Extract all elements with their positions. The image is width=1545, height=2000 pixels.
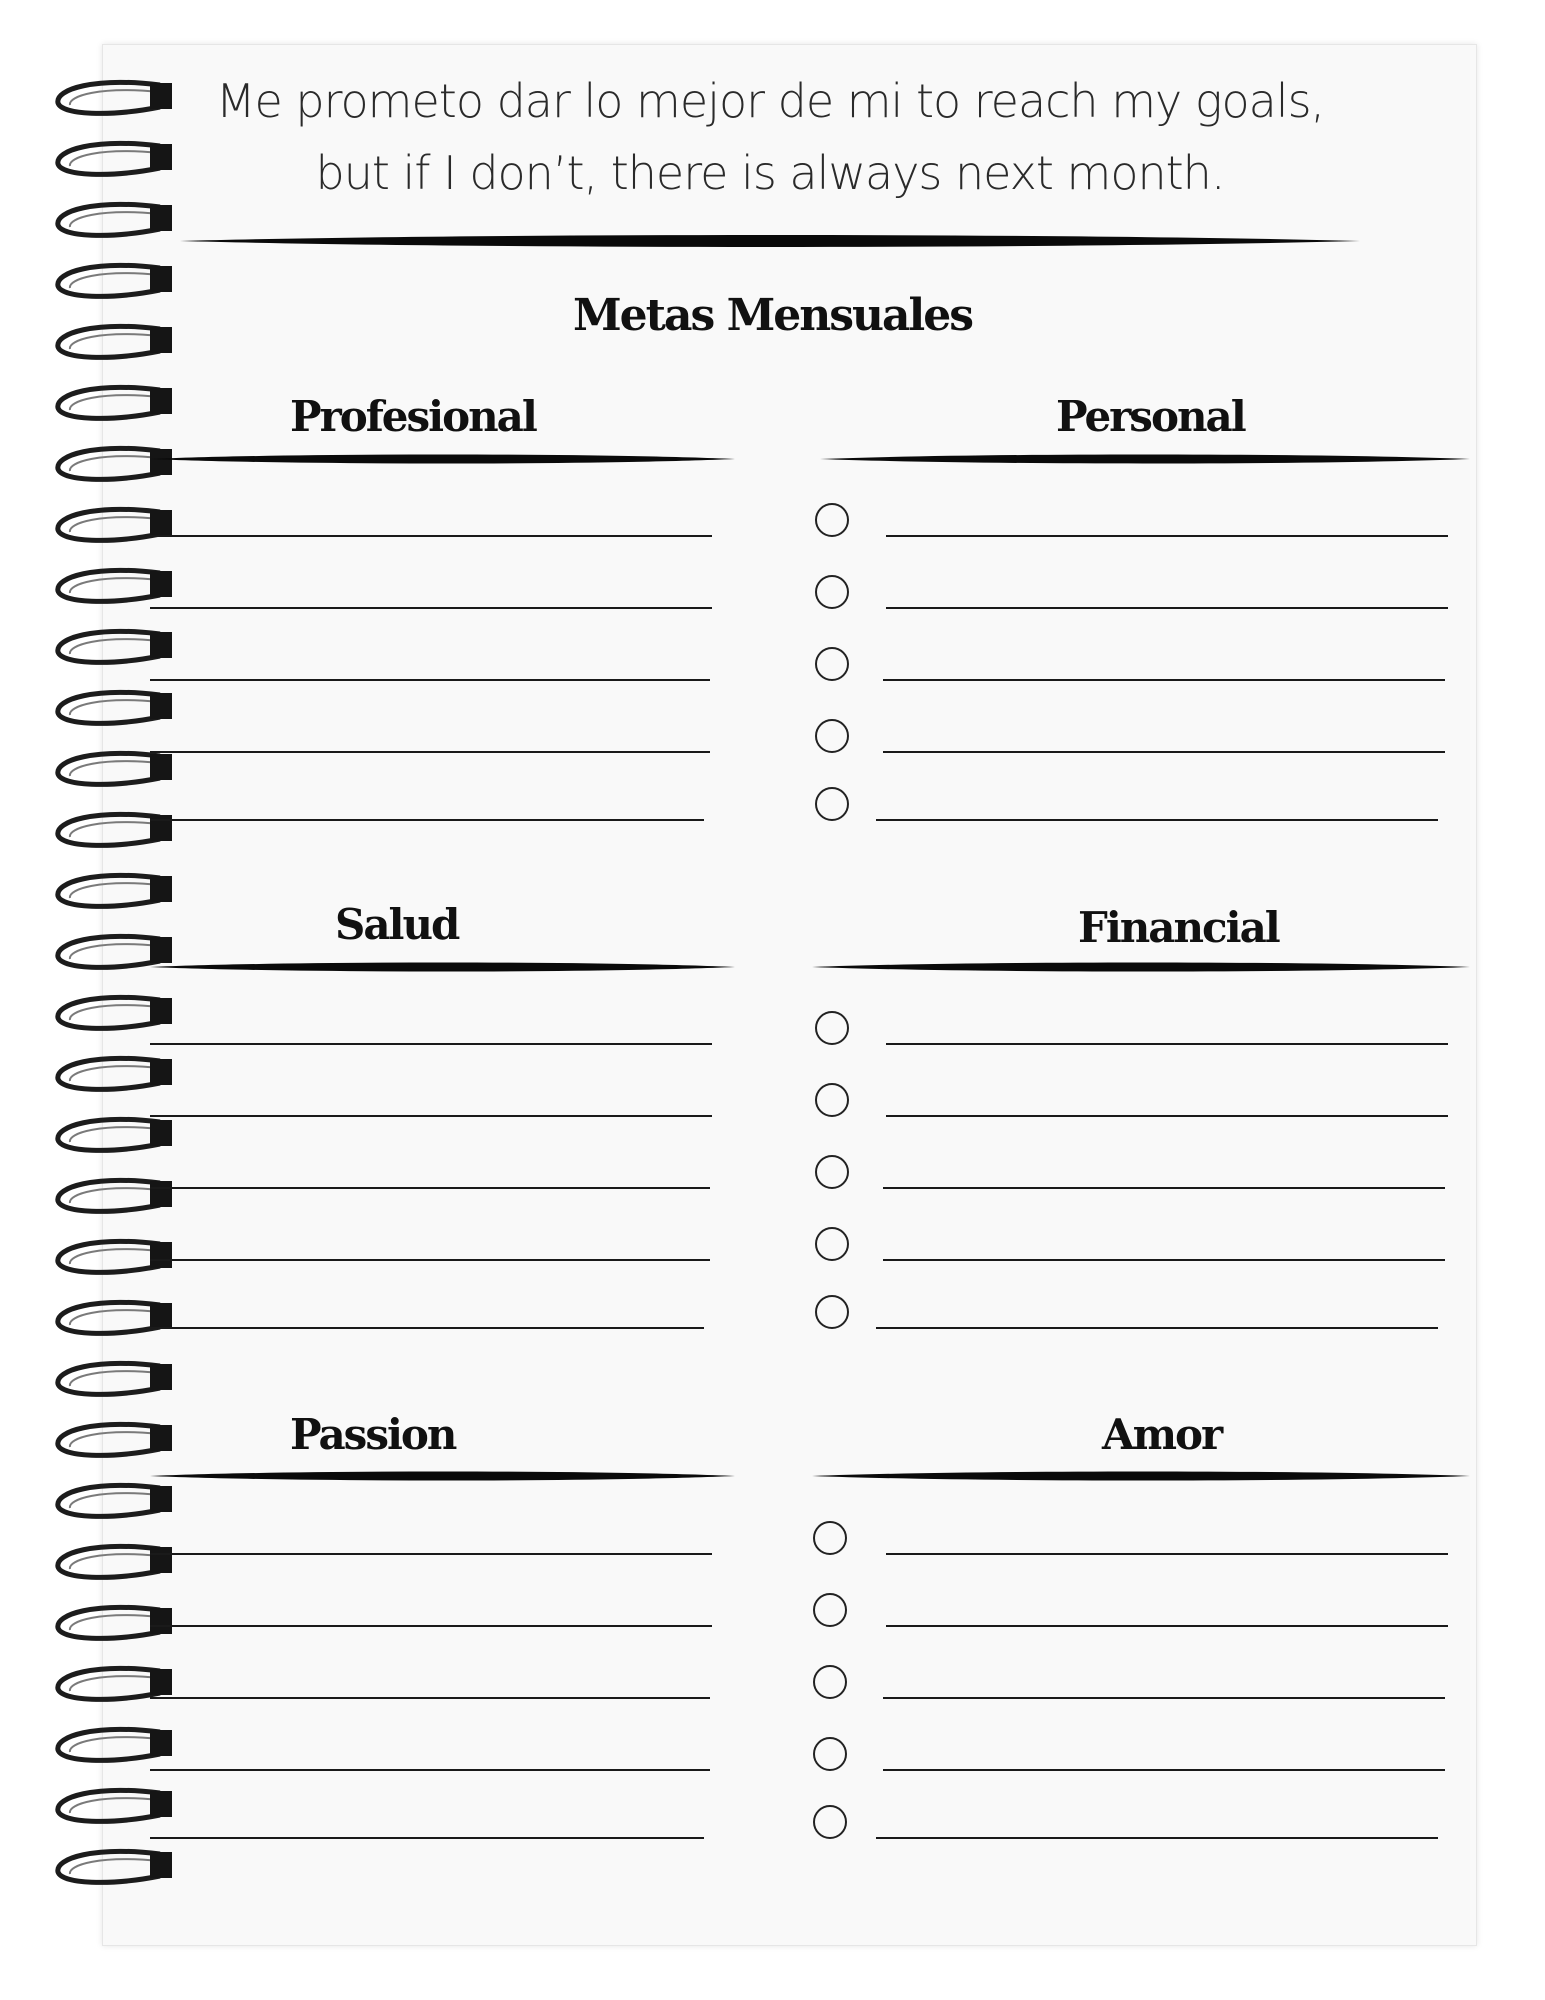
goal-line[interactable] [886, 1043, 1448, 1045]
goal-line[interactable] [883, 1697, 1445, 1699]
section-title-profesional: Profesional [290, 392, 536, 441]
section-title-financial: Financial [1078, 903, 1279, 952]
goal-line[interactable] [150, 607, 712, 609]
goal-line[interactable] [883, 1187, 1445, 1189]
goal-line[interactable] [150, 1115, 712, 1117]
goal-line[interactable] [150, 1625, 712, 1627]
goal-line[interactable] [886, 1553, 1448, 1555]
goal-line[interactable] [150, 819, 704, 821]
checkbox-circle-icon[interactable] [813, 1521, 847, 1555]
checkbox-circle-icon[interactable] [813, 1665, 847, 1699]
goal-line[interactable] [150, 535, 712, 537]
section-title-personal: Personal [1056, 392, 1245, 441]
goal-line[interactable] [886, 1115, 1448, 1117]
goal-line[interactable] [150, 679, 710, 681]
goal-line[interactable] [883, 1259, 1445, 1261]
checkbox-circle-icon[interactable] [815, 719, 849, 753]
goal-line[interactable] [886, 607, 1448, 609]
section-title-passion: Passion [290, 1410, 456, 1459]
goal-line[interactable] [883, 1769, 1445, 1771]
quote-line-1: Me prometo dar lo mejor de mi to reach my goals, [215, 74, 1325, 128]
goal-line[interactable] [876, 1327, 1438, 1329]
section-title-salud: Salud [335, 900, 459, 949]
goal-line[interactable] [876, 819, 1438, 821]
checkbox-circle-icon[interactable] [815, 1155, 849, 1189]
goal-line[interactable] [883, 751, 1445, 753]
goal-line[interactable] [150, 1837, 704, 1839]
goal-line[interactable] [876, 1837, 1438, 1839]
checkbox-circle-icon[interactable] [815, 503, 849, 537]
page-title: Metas Mensuales [572, 290, 973, 341]
checkbox-circle-icon[interactable] [813, 1593, 847, 1627]
goal-line[interactable] [886, 1625, 1448, 1627]
goal-line[interactable] [150, 1553, 712, 1555]
goal-line[interactable] [150, 1259, 710, 1261]
checkbox-circle-icon[interactable] [815, 1083, 849, 1117]
goal-line[interactable] [883, 679, 1445, 681]
goal-line[interactable] [150, 1043, 712, 1045]
checkbox-circle-icon[interactable] [815, 1227, 849, 1261]
quote-line-2: but if I don’t, there is always next month. [315, 146, 1225, 200]
goal-line[interactable] [150, 1187, 710, 1189]
checkbox-circle-icon[interactable] [815, 1295, 849, 1329]
goal-line[interactable] [886, 535, 1448, 537]
checkbox-circle-icon[interactable] [815, 787, 849, 821]
goal-line[interactable] [150, 1769, 710, 1771]
checkbox-circle-icon[interactable] [813, 1805, 847, 1839]
section-title-amor: Amor [1102, 1410, 1222, 1459]
goal-line[interactable] [150, 1327, 704, 1329]
checkbox-circle-icon[interactable] [813, 1737, 847, 1771]
goal-line[interactable] [150, 751, 710, 753]
checkbox-circle-icon[interactable] [815, 1011, 849, 1045]
goal-line[interactable] [150, 1697, 710, 1699]
checkbox-circle-icon[interactable] [815, 575, 849, 609]
checkbox-circle-icon[interactable] [815, 647, 849, 681]
